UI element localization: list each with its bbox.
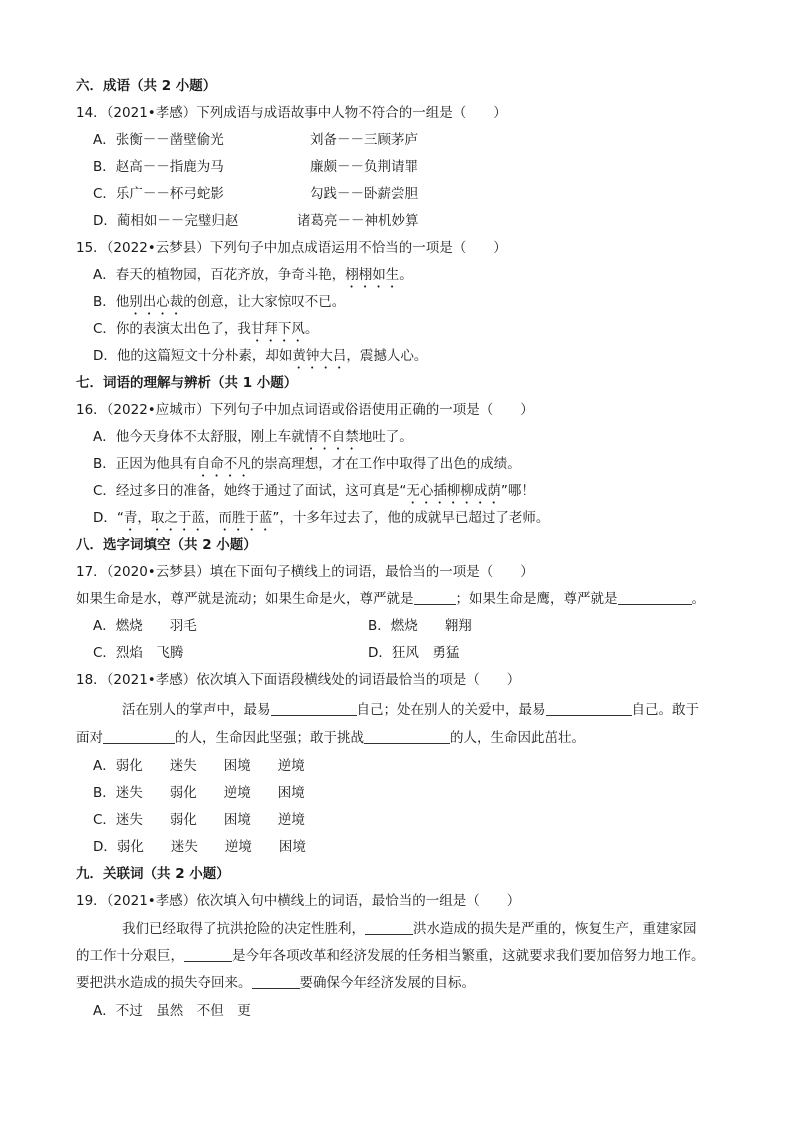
q19-text-1: 我们已经取得了抗洪抢险的决定性胜利， xyxy=(122,921,365,937)
q16-option-a xyxy=(93,427,413,453)
q18-option-a: A．弱化 迷失 困境 逆境 xyxy=(93,758,305,774)
q16-b-text: B．正因为他具有 xyxy=(93,456,197,472)
q18-blank-1[interactable] xyxy=(271,701,357,716)
q18-passage-line-2 xyxy=(76,728,585,748)
q19-passage-line-1 xyxy=(122,919,697,939)
q16-c-dotted-saying: 无心插柳柳成荫 xyxy=(406,483,501,499)
q14-option-a-left: A．张衡－－凿壁偷光 xyxy=(93,132,224,148)
q18-text-1: 活在别人的掌声中，最易 xyxy=(122,702,271,718)
q16-b-dotted-word: 自命不凡 xyxy=(196,456,251,472)
section-heading-8: 八．选字词填空（共 2 小题） xyxy=(76,537,257,553)
q17-text-2: ；如果生命是鹰，尊严就是 xyxy=(455,591,618,607)
q16-option-d xyxy=(93,508,549,534)
q16-a-dotted-word: 情不自禁 xyxy=(304,429,359,445)
q19-text-6: 要确保今年经济发展的目标。 xyxy=(299,975,475,991)
question-19-stem: 19．（2021•孝感）依次填入句中横线上的词语，最恰当的一组是（ ） xyxy=(76,893,521,909)
q15-b-end: 的创意，让大家惊叹不已。 xyxy=(183,294,346,310)
q16-b-end: 的崇高理想，才在工作中取得了出色的成绩。 xyxy=(250,456,521,472)
q15-d-end: ，震撼人心。 xyxy=(346,348,428,364)
question-15-stem: 15．（2022•云梦县）下列句子中加点成语运用不恰当的一项是（ ） xyxy=(76,240,507,256)
q16-a-text: A．他今天身体不太舒服，刚上车就 xyxy=(93,429,305,445)
q16-a-end: 地吐了。 xyxy=(358,429,413,445)
q17-option-d: D．狂风 勇猛 xyxy=(368,645,460,661)
q15-a-text: A．春天的植物园，百花齐放，争奇斗艳， xyxy=(93,267,346,283)
q14-option-b-left: B．赵高－－指鹿为马 xyxy=(93,159,224,175)
q15-a-end: 。 xyxy=(399,267,413,283)
q18-option-d: D．弱化 迷失 逆境 困境 xyxy=(93,839,306,855)
q19-text-4: 是今年各项改革和经济发展的任务相当繁重，这就要求我们要加倍努力地工作。 xyxy=(232,948,705,964)
q17-sentence xyxy=(76,589,705,609)
q15-option-d xyxy=(93,346,427,372)
q15-b-text: B．他 xyxy=(93,294,130,310)
q17-option-a: A．燃烧 羽毛 xyxy=(93,618,197,634)
q19-passage-line-3 xyxy=(76,973,475,993)
q14-option-c-left: C．乐广－－杯弓蛇影 xyxy=(93,186,224,202)
q14-option-d-left: D．蔺相如－－完璧归赵 xyxy=(93,213,239,229)
q17-text-1: 如果生命是水，尊严就是流动；如果生命是火，尊严就是 xyxy=(76,591,414,607)
q15-b-dotted-idiom: 别出心裁 xyxy=(129,294,184,310)
q15-c-end: 。 xyxy=(304,321,319,337)
section-heading-7: 七．词语的理解与辨析（共 1 小题） xyxy=(76,375,298,391)
section-heading-6: 六．成语（共 2 小题） xyxy=(76,78,217,94)
q19-blank-3[interactable] xyxy=(252,974,300,989)
q17-option-b: B．燃烧 翱翔 xyxy=(368,618,472,634)
q18-option-b: B．迷失 弱化 逆境 困境 xyxy=(93,785,305,801)
q16-option-b xyxy=(93,454,521,480)
q17-blank-2[interactable] xyxy=(618,590,692,605)
q15-c-text: C．你的表演太出色了，我 xyxy=(93,321,251,337)
q18-blank-2[interactable] xyxy=(546,701,632,716)
q15-option-c xyxy=(93,319,318,345)
q18-passage-line-1 xyxy=(122,700,699,720)
q19-text-5: 要把洪水造成的损失夺回来。 xyxy=(76,975,252,991)
q14-option-d-right: 诸葛亮－－神机妙算 xyxy=(297,213,419,229)
q18-text-3: 自己。敢于 xyxy=(631,702,699,718)
q16-d-dotted-saying: 青，取之于蓝，而胜于蓝 xyxy=(123,510,273,526)
section-heading-9: 九．关联词（共 2 小题） xyxy=(76,866,230,882)
q16-option-c xyxy=(93,481,535,507)
q18-option-c: C．迷失 弱化 困境 逆境 xyxy=(93,812,305,828)
question-17-stem: 17．（2020•云梦县）填在下面句子横线上的词语，最恰当的一项是（ ） xyxy=(76,564,534,580)
q14-option-a-right: 刘备－－三顾茅庐 xyxy=(310,132,418,148)
q18-text-5: 的人，生命因此坚强；敢于挑战 xyxy=(175,730,364,746)
q15-option-a xyxy=(93,265,413,291)
q19-blank-1[interactable] xyxy=(365,920,413,935)
q18-text-6: 的人，生命因此茁壮。 xyxy=(450,730,585,746)
q14-option-b-right: 廉颇－－负荆请罪 xyxy=(310,159,418,175)
q18-text-2: 自己；处在别人的关爱中，最易 xyxy=(356,702,546,718)
question-18-stem: 18．（2021•孝感）依次填入下面语段横线处的词语最恰当的项是（ ） xyxy=(76,672,521,688)
q18-blank-3[interactable] xyxy=(103,729,175,744)
q16-d-end: ”，十多年过去了，他的成就早已超过了老师。 xyxy=(272,510,550,526)
question-16-stem: 16．（2022•应城市）下列句子中加点词语或俗语使用正确的一项是（ ） xyxy=(76,402,534,418)
q16-d-text: D．“ xyxy=(93,510,124,526)
q15-option-b xyxy=(93,292,345,318)
q19-blank-2[interactable] xyxy=(184,947,232,962)
q14-option-c-right: 勾践－－卧薪尝胆 xyxy=(310,186,418,202)
question-14-stem: 14．（2021•孝感）下列成语与成语故事中人物不符合的一组是（ ） xyxy=(76,105,507,121)
q18-blank-4[interactable] xyxy=(364,729,450,744)
q19-passage-line-2 xyxy=(76,946,705,966)
q15-d-dotted-idiom: 黄钟大吕 xyxy=(292,348,347,364)
q19-text-3: 的工作十分艰巨， xyxy=(76,948,184,964)
q18-text-4: 面对 xyxy=(76,730,103,746)
q19-text-2: 洪水造成的损失是严重的，恢复生产，重建家园 xyxy=(413,921,697,937)
q15-d-text: D．他的这篇短文十分朴素，却如 xyxy=(93,348,293,364)
q19-option-a: A．不过 虽然 不但 更 xyxy=(93,1003,251,1019)
q15-a-dotted-idiom: 栩栩如生 xyxy=(345,267,400,283)
q17-blank-1[interactable] xyxy=(414,590,456,605)
q16-c-end: ”哪！ xyxy=(500,483,535,499)
q17-text-3: 。 xyxy=(691,591,705,607)
q15-c-dotted-idiom: 甘拜下风 xyxy=(250,321,305,337)
q16-c-text: C．经过多日的准备，她终于通过了面试，这可真是“ xyxy=(93,483,407,499)
q17-option-c: C．烈焰 飞腾 xyxy=(93,645,184,661)
